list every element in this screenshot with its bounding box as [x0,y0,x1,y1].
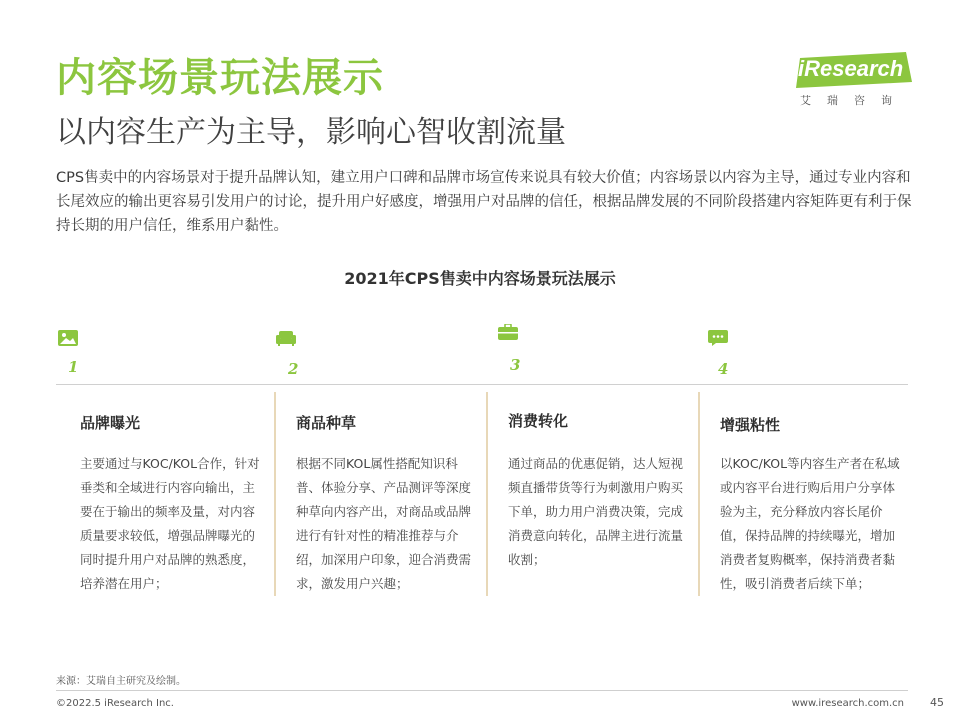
page-title: 内容场景玩法展示 [56,55,384,101]
step-body-brand-exposure: 主要通过与KOC/KOL合作，针对垂类和全域进行内容向输出，主要在于输出的频率及量，对内容质量要求较低，增强品牌曝光的同时提升用户对品牌的熟悉度，培养潜在用户； [80,456,260,591]
step-heading-brand-exposure: 品牌曝光 [80,414,141,432]
logo-tagline: 艾瑞咨询 [800,94,908,107]
step-body-product-seeding: 根据不同KOL属性搭配知识科普、体验分享、产品测评等深度种草向内容产出，对商品或品牌进行有针对性的精准推荐与介绍，加深用户印象，迎合消费需求，激发用户兴趣； [296,456,472,591]
briefcase-icon [498,324,518,340]
column-divider [486,392,488,596]
step-heading-product-seeding: 商品种草 [296,414,357,432]
website-link[interactable]: www.iresearch.com.cn [791,698,904,709]
copyright-text: ©2022.5 iResearch Inc. [56,698,174,709]
column-divider [274,392,276,596]
page-subtitle: 以内容生产为主导，影响心智收割流量 [56,115,566,150]
iresearch-logo [790,48,912,108]
page-number: 45 [930,696,944,709]
image-icon [58,330,78,346]
step-heading-conversion: 消费转化 [508,412,569,430]
step-number-3: 3 [510,356,521,374]
footer-divider [56,690,908,691]
timeline-axis [56,384,908,385]
source-note: 来源：艾瑞自主研究及绘制。 [56,676,186,687]
logo-brand-text: iResearch [798,56,904,81]
column-divider [698,392,700,596]
step-number-1: 1 [68,358,79,376]
chart-title: 2021年CPS售卖中内容场景玩法展示 [344,269,616,288]
step-number-4: 4 [718,360,729,378]
step-heading-stickiness: 增强粘性 [720,416,781,434]
step-body-conversion: 通过商品的优惠促销，达人短视频直播带货等行为刺激用户购买下单，助力用户消费决策，完成消费意向转化，品牌主进行流量收割； [508,456,684,567]
step-number-2: 2 [288,360,299,378]
intro-paragraph: CPS售卖中的内容场景对于提升品牌认知，建立用户口碑和品牌市场宣传来说具有较大价值；内容场景以内容为主导，通过专业内容和长尾效应的输出更容易引发用户的讨论，提升用户好感度，增强用户对品牌的信任，根据品牌发展的不同阶段搭建内容矩阵更有利于保持长期的用户信任，维系用户黏性。 [56,170,912,234]
chat-icon [708,330,728,346]
step-body-stickiness: 以KOC/KOL等内容生产者在私域或内容平台进行购后用户分享体验为主，充分释放内容长尾价值，保持品牌的持续曝光，增加消费者复购概率，保持消费者黏性，吸引消费者后续下单； [720,456,900,591]
sofa-icon [276,330,296,346]
